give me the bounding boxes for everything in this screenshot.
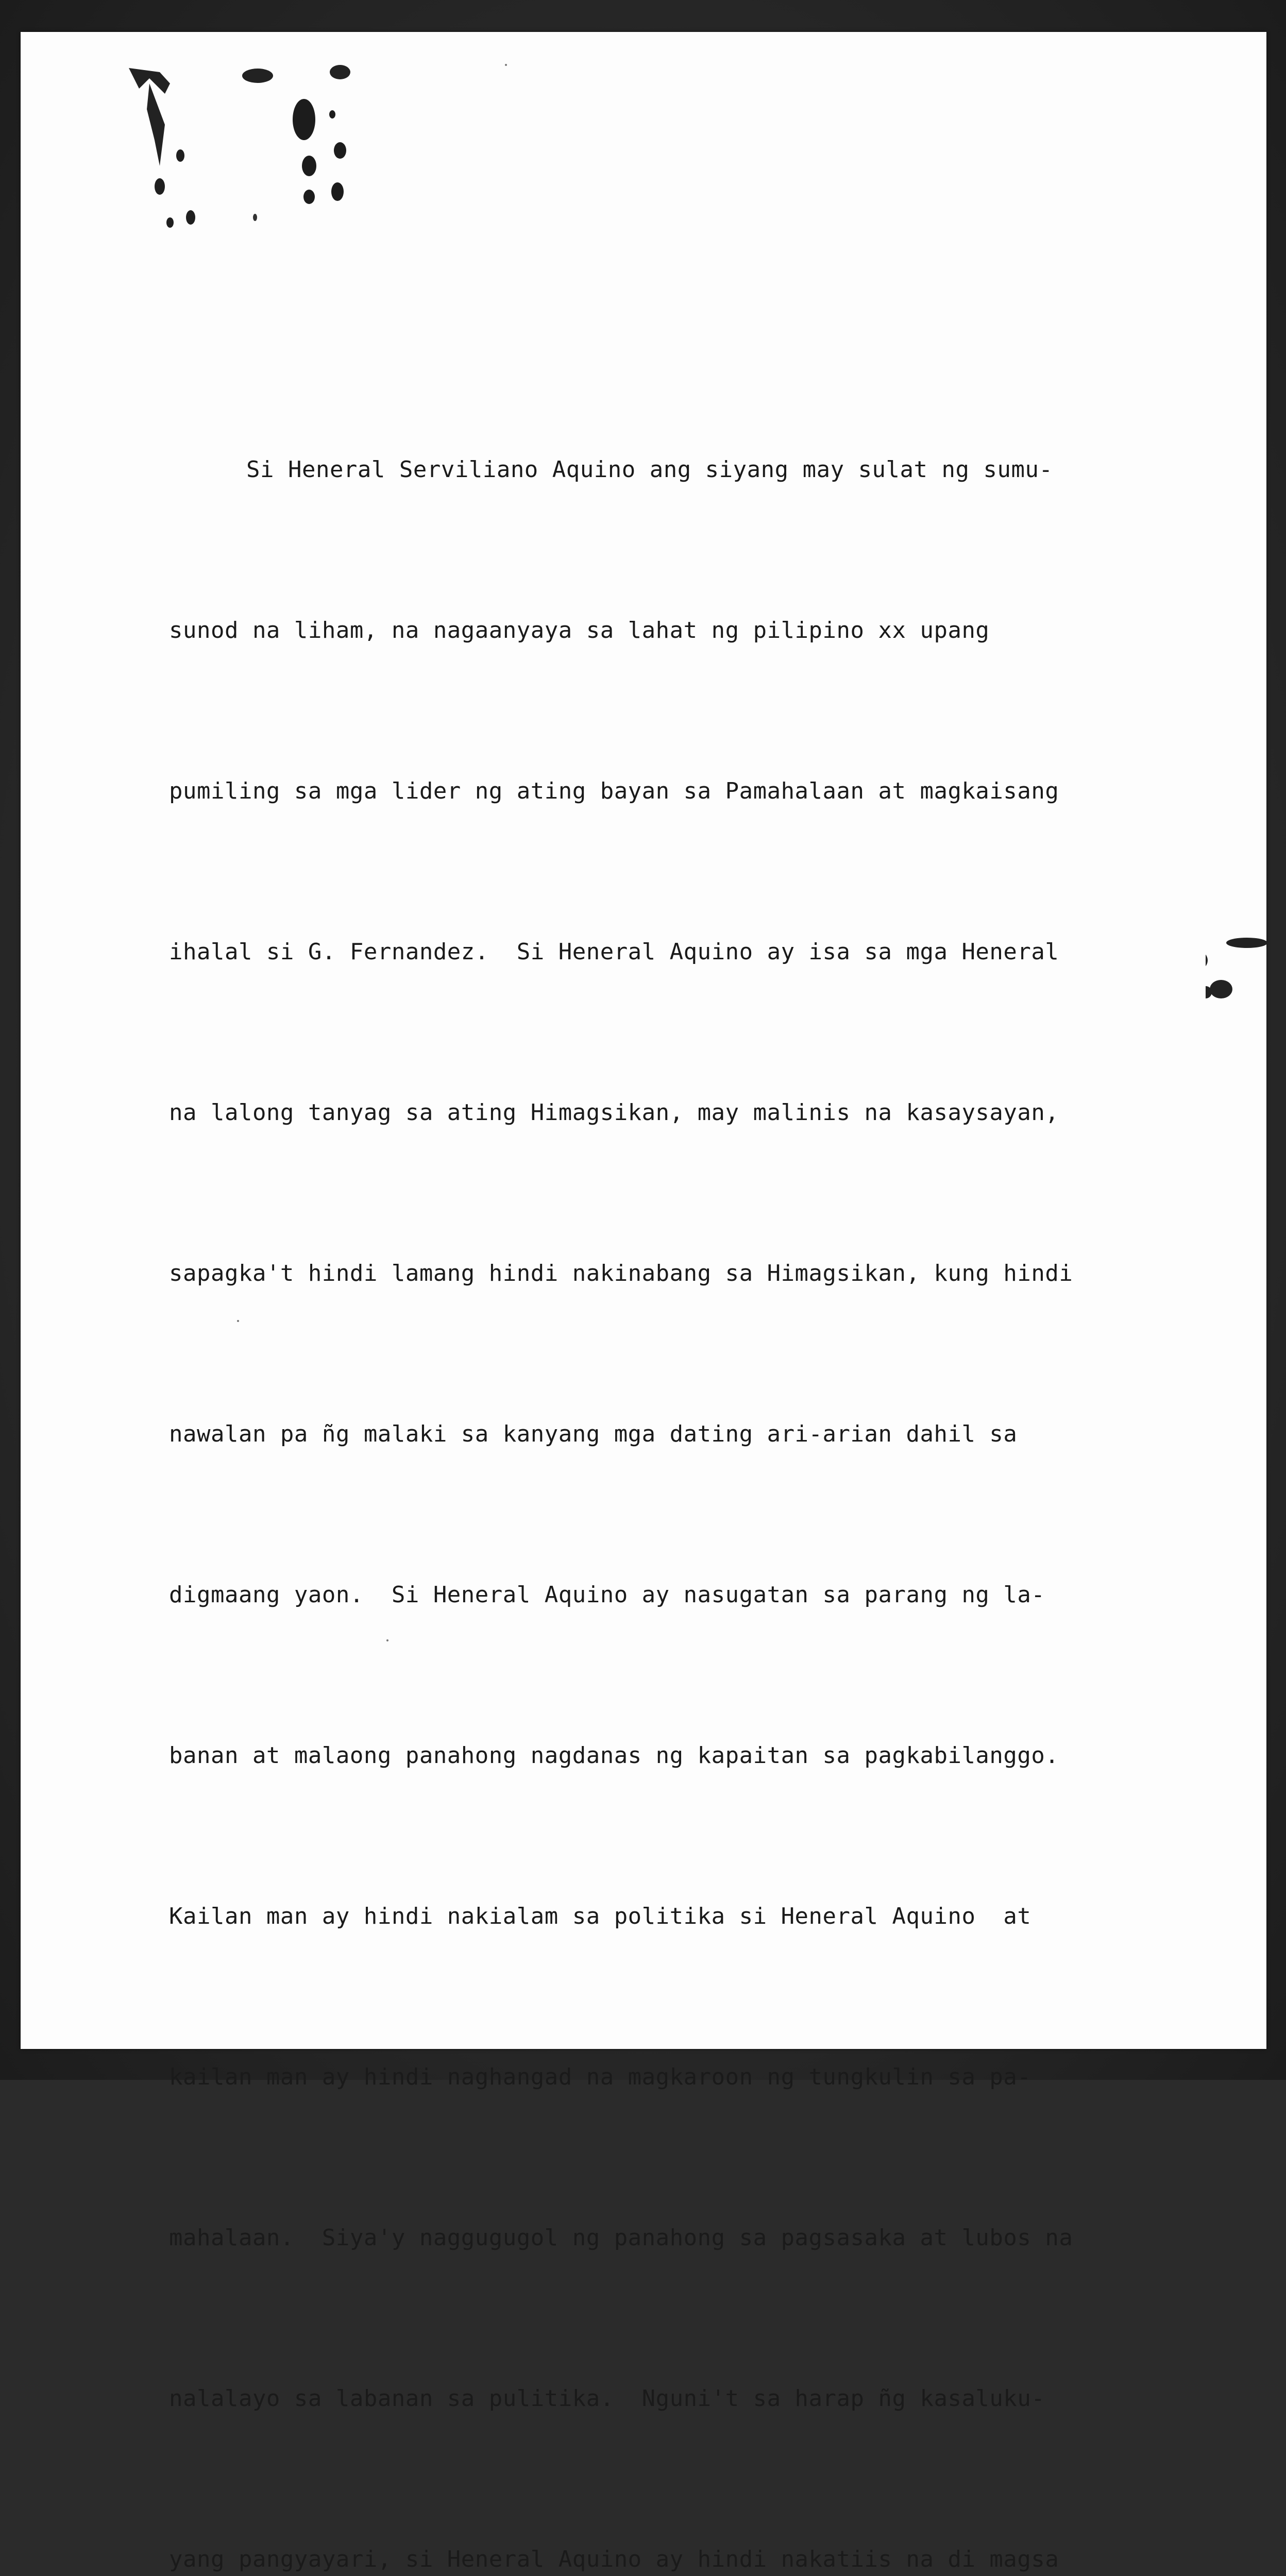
letter-paragraph — [169, 336, 1189, 2576]
text-line: mahalaan. Siya'y naggugugol ng panahong sa pagsasaka at lubos na — [169, 2225, 1073, 2251]
ink-blot — [334, 142, 346, 159]
text-line: banan at malaong panahong nagdanas ng kapaitan sa pagkabilanggo. — [169, 1742, 1059, 1769]
text-line: kailan man ay hindi naghangad na magkaroon ng tungkulin sa pa- — [169, 2064, 1031, 2090]
ink-blot — [147, 83, 165, 166]
ink-blot — [166, 217, 174, 228]
ink-blot — [186, 210, 195, 225]
ink-smudge — [1226, 938, 1267, 948]
ink-blot — [331, 182, 344, 201]
ink-blot — [330, 65, 350, 79]
paper-speck — [386, 1639, 388, 1641]
text-line: digmaang yaon. Si Heneral Aquino ay nasugatan sa parang ng la- — [169, 1582, 1045, 1608]
ink-blot — [253, 214, 257, 221]
ink-blot — [155, 178, 165, 195]
text-line: Kailan man ay hindi nakialam sa politika si Heneral Aquino at — [169, 1903, 1031, 1929]
text-line: nawalan pa ñg malaki sa kanyang mga dating ari-arian dahil sa — [169, 1421, 1018, 1447]
ink-blot — [329, 110, 335, 118]
text-line: Si Heneral Serviliano Aquino ang siyang may sulat ng sumu- — [246, 456, 1053, 483]
ink-blot — [293, 99, 315, 140]
text-line: pumiling sa mga lider ng ating bayan sa Pamahalaan at magkaisang — [169, 778, 1059, 804]
text-line: yang pangyayari, si Heneral Aquino ay hindi nakatiis na di magsa — [169, 2546, 1059, 2572]
ink-blot — [303, 190, 315, 204]
ink-smudge — [1206, 952, 1208, 969]
text-line: nalalayo sa labanan sa pulitika. Nguni't sa harap ñg kasaluku- — [169, 2385, 1045, 2412]
ink-blot — [302, 156, 316, 176]
text-line: sunod na liham, na nagaanyaya sa lahat ng pilipino xx upang — [169, 617, 990, 643]
text-line: sapagka't hindi lamang hindi nakinabang sa Himagsikan, kung hindi — [169, 1260, 1073, 1286]
text-line: ihalal si G. Fernandez. Si Heneral Aquino ay isa sa mga Heneral — [169, 939, 1059, 965]
ink-blot — [176, 149, 184, 162]
ink-smudge — [1210, 980, 1232, 998]
paper-speck — [505, 64, 507, 66]
text-line: na lalong tanyag sa ating Himagsikan, may malinis na kasaysayan, — [169, 1099, 1059, 1126]
ink-smudge-marks — [1206, 928, 1286, 1011]
paper-speck — [237, 1320, 239, 1322]
ink-blot-marks — [129, 63, 417, 248]
ink-blot — [242, 69, 273, 83]
document-page — [21, 32, 1266, 2572]
